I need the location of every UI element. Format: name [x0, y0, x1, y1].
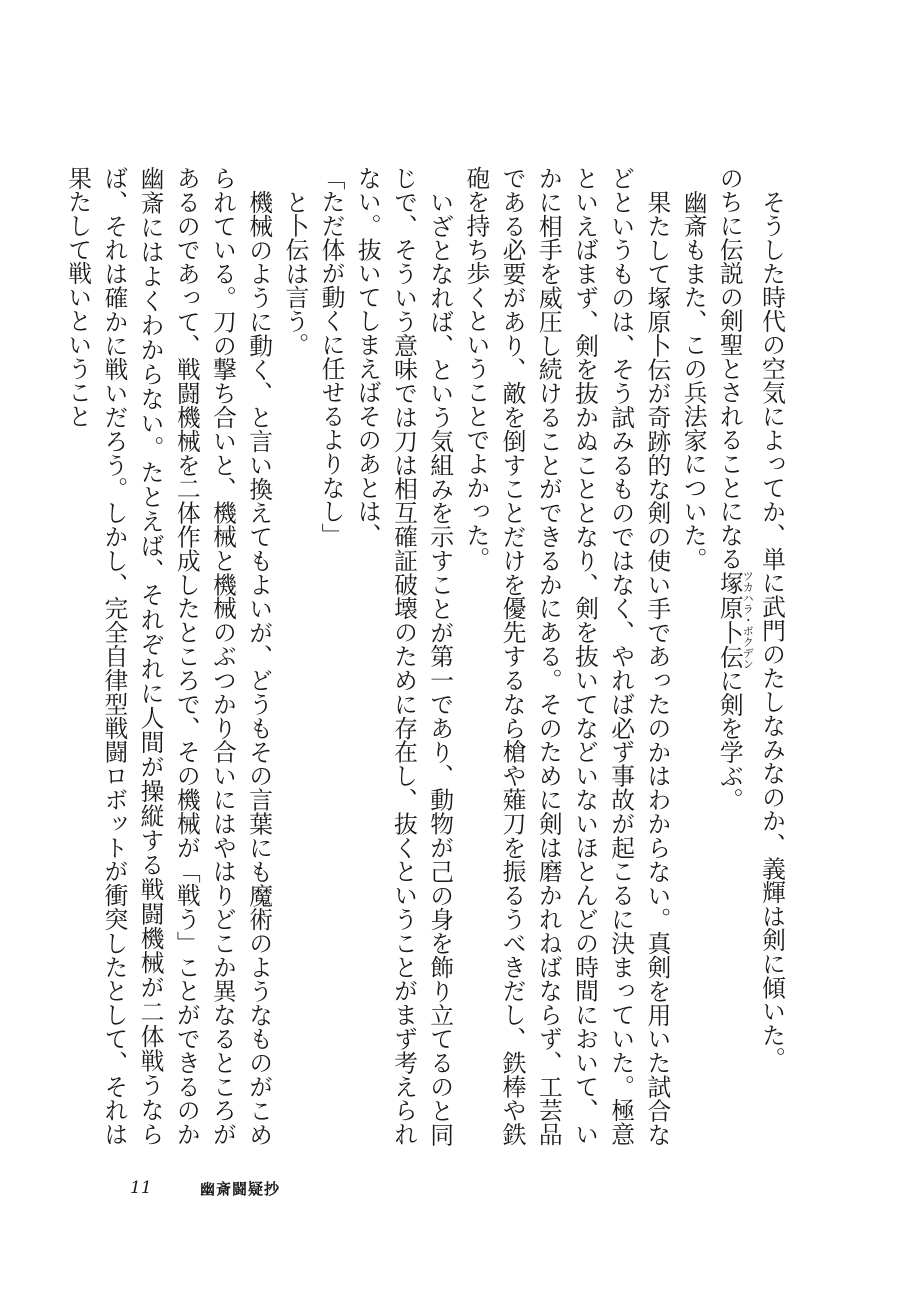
running-title: 幽斎闘疑抄 [200, 1179, 281, 1198]
paragraph-2-lead: のちに伝説の剣聖とされることになる [715, 166, 744, 571]
ruby-tsukahara-bokuden [715, 570, 755, 670]
paragraph-3: 幽斎もまた、この兵法家についた。 [679, 189, 708, 571]
paragraph-4: 果たして塚原卜伝が奇跡的な剣の使い手であったのかはわからない。真剣を用いた試合などというものは、そう試みるものではなく、やれば必ず事故が起こるに決まっていた。極意といえばまず、剣を抜かぬこととなり、剣を抜いてなどいないほとんどの時間において、いかに相手を威圧し続けることができるかにある。そのために剣は磨かれねばならず、工芸品である必要があり、敵を倒すことだけを優先するなら槍や薙刀を振るうべきだし、鉄棒や鉄砲を持ち歩くということでよかった。 [462, 166, 672, 1146]
page-footer [130, 1176, 280, 1200]
paragraph-5: いざとなれば、という気組みを示すことが第一であり、動物が己の身を飾り立てるのと同じで、そういう意味では刀は相互確証破壊のために存在し、抜くということがまず考えられない。抜いてしまえばそのあとは、 [353, 166, 455, 1146]
paragraph-2 [712, 166, 754, 1146]
paragraph-2-tail: に剣を学ぶ。 [715, 668, 744, 812]
paragraph-7: と卜伝は言う。 [281, 189, 310, 357]
ruby-reading: ツカハラ・ボクデン [741, 570, 755, 670]
paragraph-8: 機械のように動く、と言い換えてもよいが、どうもその言葉にも魔術のようなものがこめられている。刀の撃ち合いと、機械と機械のぶつかり合いにはやはりどこか異なるところがあるのであって、戦闘機械を二体作成したところで、その機械が「戦う」ことができるのか幽斎にはよくわからない。たとえば、それぞれに人間が操縦する戦闘機械が二体戦うならば、それは確かに戦いだろう。しかし、完全自律型戦闘ロボットが衝突したとして、それは果たして戦いということ [64, 166, 274, 1146]
paragraph-1: そうした時代の空気によってか、単に武門のたしなみなのか、義輝は剣に傾いた。 [758, 189, 786, 1071]
vertical-text-block [64, 166, 790, 1146]
quote-paragraph: 「ただ体が動くに任せるよりなし」 [317, 166, 346, 547]
page-number: 11 [130, 1178, 152, 1198]
ruby-base: 塚原卜伝 [715, 570, 744, 670]
